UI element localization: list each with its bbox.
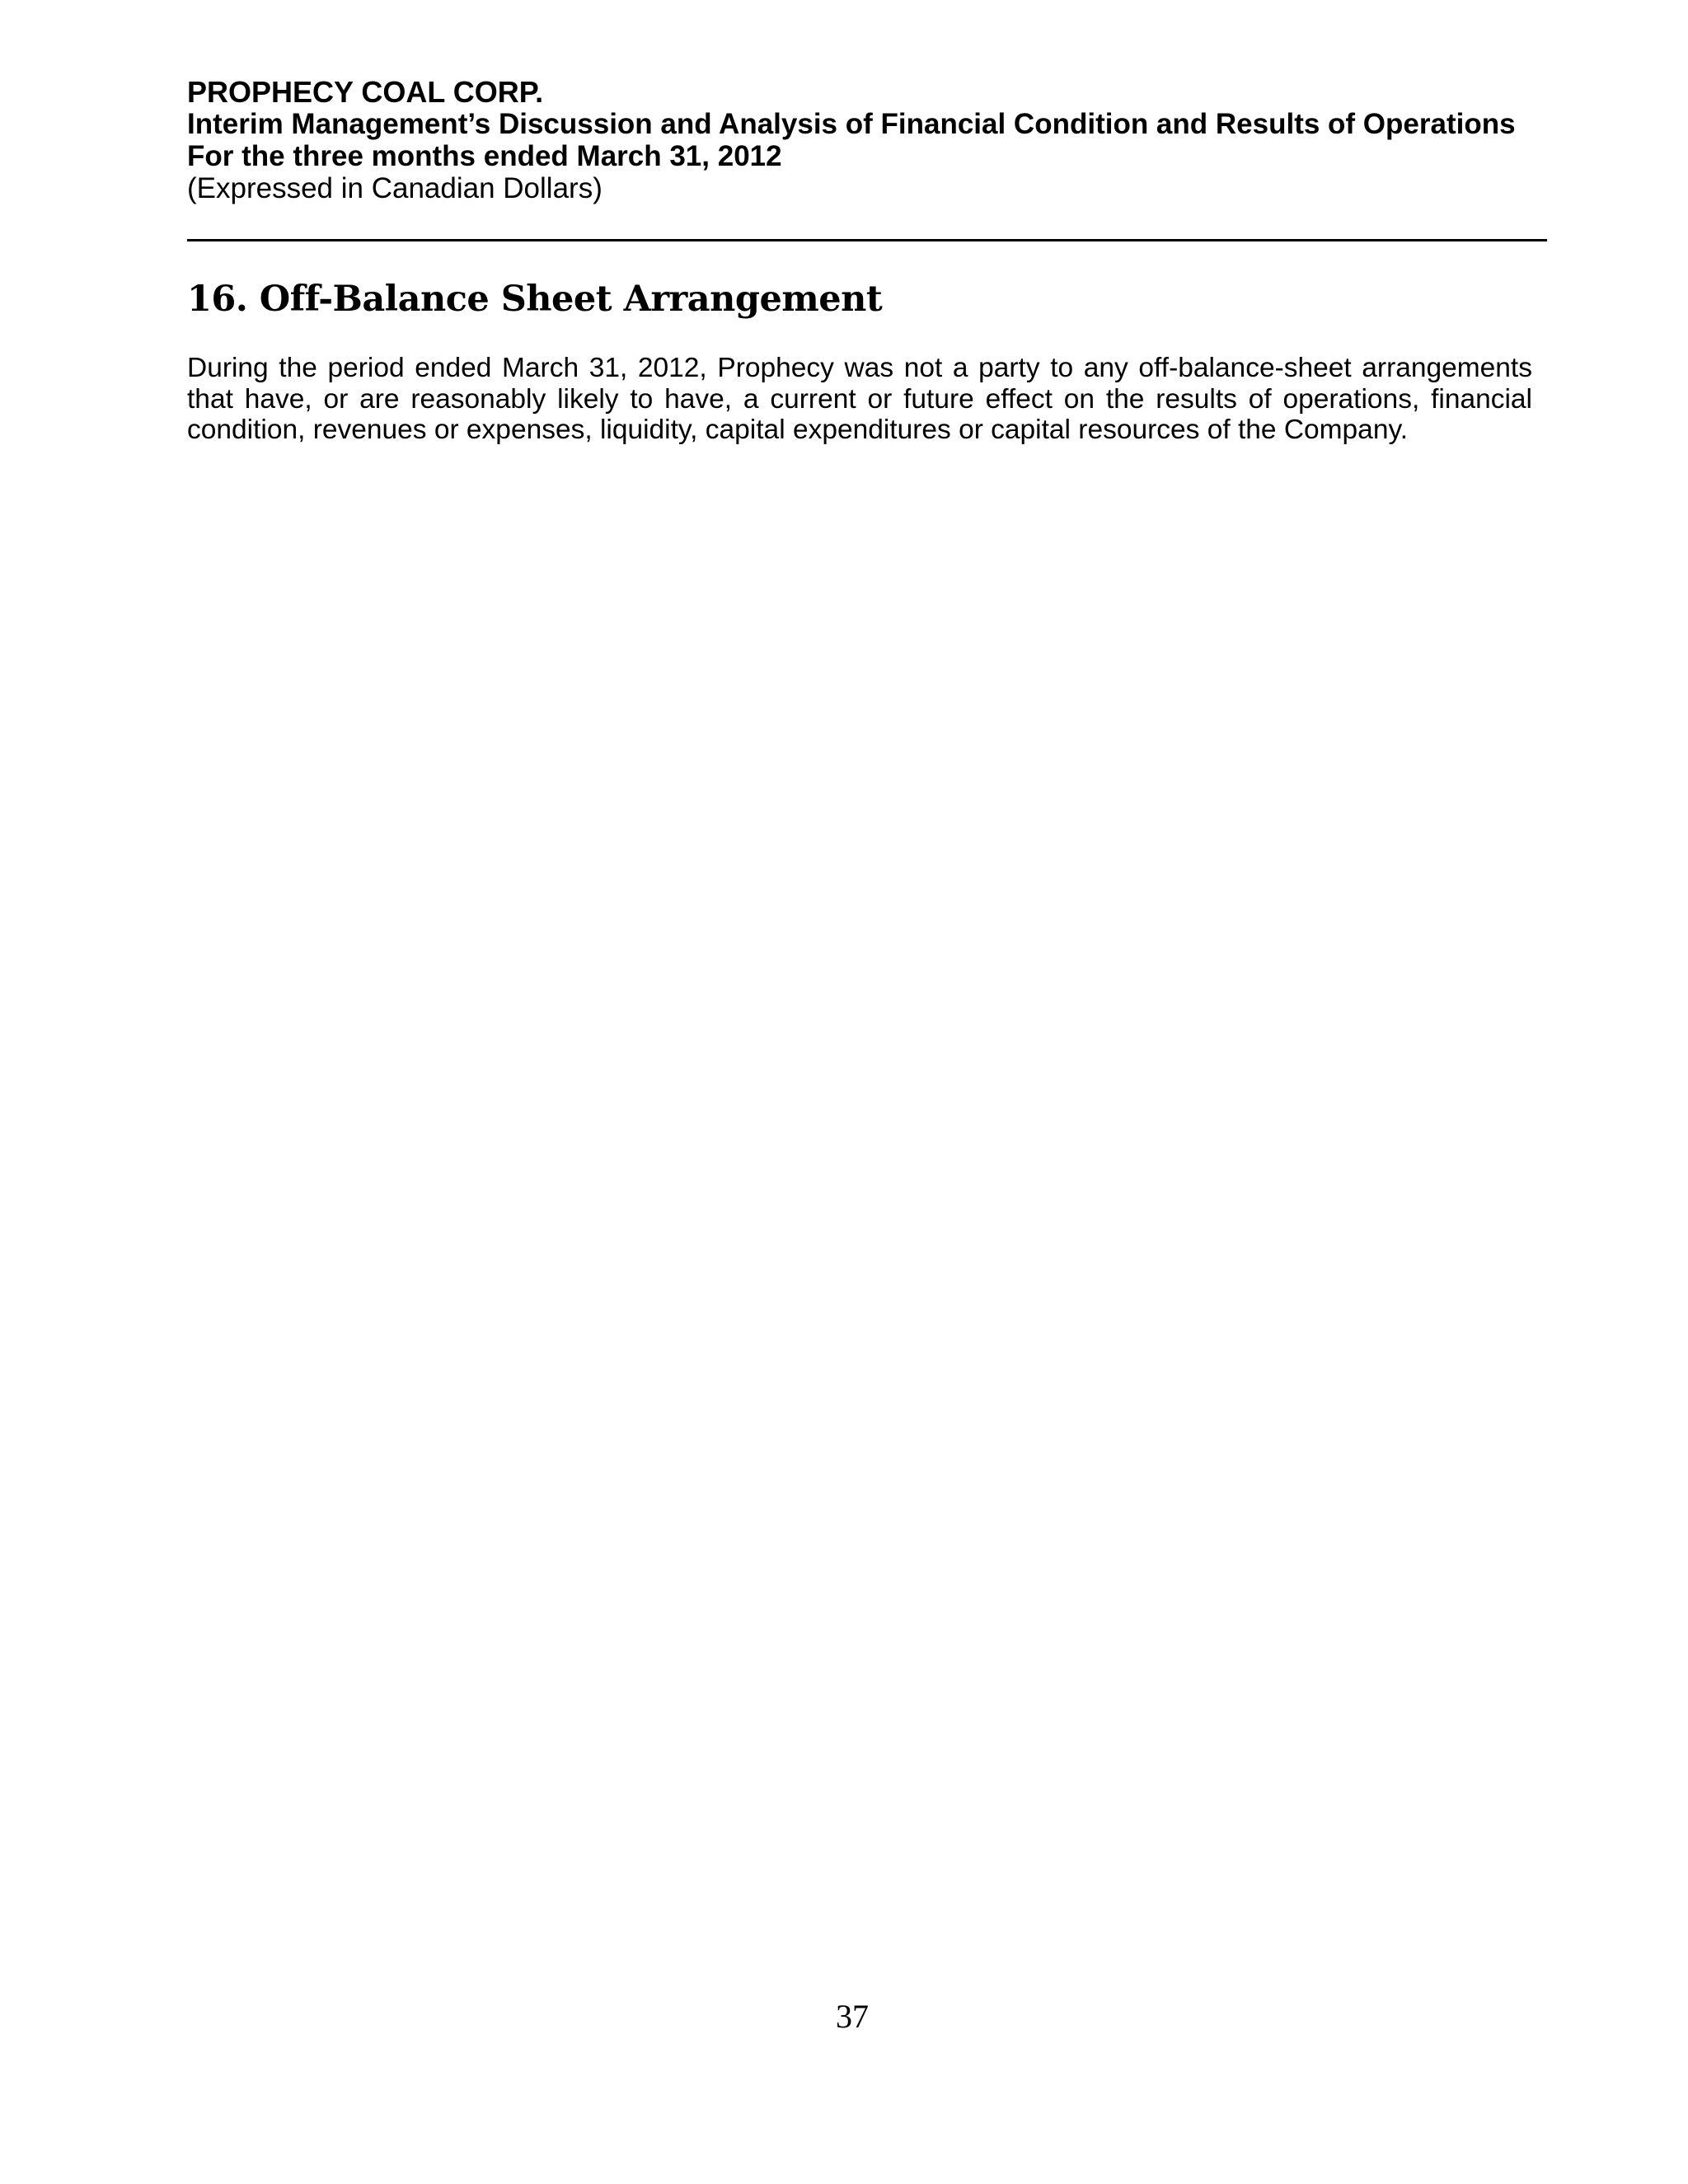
document-header [187,76,1547,204]
report-period: For the three months ended March 31, 2012 [187,140,782,172]
currency-note: (Expressed in Canadian Dollars) [187,172,603,204]
company-name: PROPHECY COAL CORP. [187,75,544,109]
section-body: During the period ended March 31, 2012, Prophecy was not a party to any off-balance-sheet arrangements that have, or are reasonably likely to have, a current or future effect on the results of operations, financial condition, revenues or expenses, liquidity, capital expenditures or capital resources of the Company. [187,353,1532,445]
header-divider [187,239,1547,241]
report-title: Interim Management’s Discussion and Analysis of Financial Condition and Results of Operations [187,108,1516,140]
page-number: 37 [836,1998,869,2035]
section-heading: 16. Off-Balance Sheet Arrangement [187,279,883,320]
